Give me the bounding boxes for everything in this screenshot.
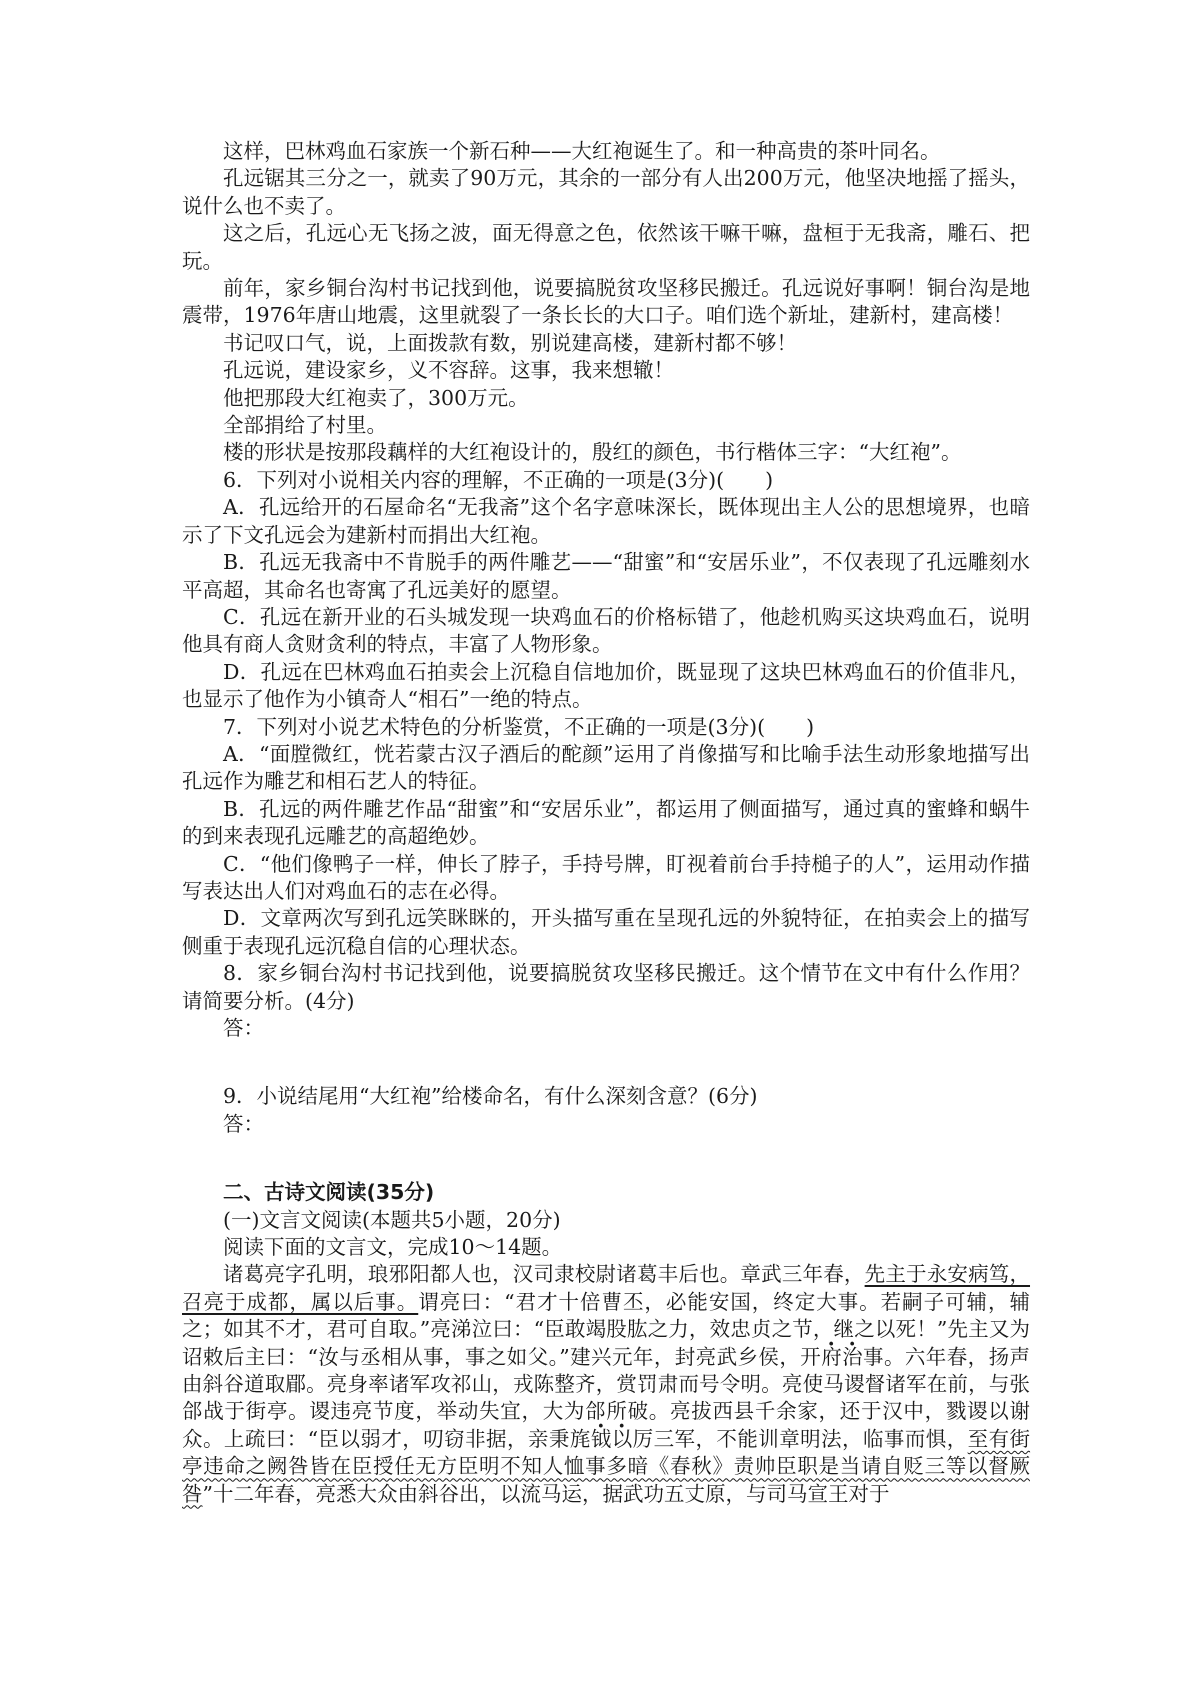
- question-6-option-a: A．孔远给开的石屋命名“无我斋”这个名字意味深长，既体现出主人公的思想境界，也暗示了下文孔远会为建新村而捐出大红袍。: [182, 495, 1030, 547]
- story-paragraph-5: 书记叹口气，说，上面拨款有数，别说建高楼，建新村都不够！: [223, 330, 797, 355]
- question-6-stem: 6．下列对小说相关内容的理解，不正确的一项是(3分)( ): [223, 467, 774, 492]
- question-7-option-c: C．“他们像鸭子一样，伸长了脖子，手持号牌，盯视着前台手持槌子的人”，运用动作描写表达出人们对鸡血石的志在必得。: [182, 851, 1030, 903]
- classical-dotted-char-fu: 府: [821, 1344, 843, 1369]
- question-7-stem: 7．下列对小说艺术特色的分析鉴赏，不正确的一项是(3分)( ): [223, 714, 815, 739]
- question-6-option-b: B．孔远无我斋中不肯脱手的两件雕艺——“甜蜜”和“安居乐业”，不仅表现了孔远雕刻水平高超，其命名也寄寓了孔远美好的愿望。: [182, 550, 1030, 602]
- question-9-answer-label: 答：: [223, 1111, 264, 1136]
- classical-dotted-char-mao: 旄: [569, 1426, 591, 1451]
- classical-dotted-char-yue: 钺: [590, 1426, 612, 1451]
- question-8-answer-space: [182, 1042, 1030, 1083]
- story-paragraph-7: 他把那段大红袍卖了，300万元。: [223, 385, 529, 410]
- story-paragraph-3: 这之后，孔远心无飞扬之波，面无得意之色，依然该干嘛干嘛，盘桓于无我斋，雕石、把玩。: [182, 221, 1030, 273]
- classical-dotted-char-kai: 开: [800, 1344, 822, 1369]
- question-6-option-c: C．孔远在新开业的石头城发现一块鸡血石的价格标错了，他趁机购买这块鸡血石，说明他具有商人贪财贪利的特点，丰富了人物形象。: [182, 604, 1030, 657]
- classical-text-5: ”十二年春，亮悉大众由斜谷出，以流马运，据武功五丈原，与司马宣王对于: [202, 1481, 890, 1506]
- story-paragraph-9: 楼的形状是按那段藕样的大红袍设计的，殷红的颜色，书行楷体三字：“大红袍”。: [223, 440, 962, 465]
- question-7-option-b: B．孔远的两件雕艺作品“甜蜜”和“安居乐业”，都运用了侧面描写，通过真的蜜蜂和蜗牛的到来表现孔远雕艺的高超绝妙。: [182, 796, 1030, 849]
- question-7-option-a: A．“面膛微红，恍若蒙古汉子酒后的酡颜”运用了肖像描写和比喻手法生动形象地描写出孔远作为雕艺和相石艺人的特征。: [182, 741, 1030, 794]
- story-paragraph-1: 这样，巴林鸡血石家族一个新石种——大红袍诞生了。和一种高贵的茶叶同名。: [223, 139, 941, 163]
- classical-text-passage: [182, 1261, 1030, 1508]
- question-7-option-d: D．文章两次写到孔远笑眯眯的，开头描写重在呈现孔远的外貌特征，在拍卖会上的描写侧重于表现孔远沉稳自信的心理状态。: [182, 906, 1030, 958]
- classical-underlined-sentence: 先主于永安病笃，召亮于成都，属以后事。: [182, 1262, 1031, 1314]
- question-9-stem: 9．小说结尾用“大红袍”给楼命名，有什么深刻含意？(6分): [223, 1084, 758, 1109]
- question-9-answer-space: [182, 1138, 1030, 1179]
- document-content: [182, 138, 1030, 1508]
- story-paragraph-4: 前年，家乡铜台沟村书记找到他，说要搞脱贫攻坚移民搬迁。孔远说好事啊！铜台沟是地震带，1976年唐山地震，这里就裂了一条长长的大口子。咱们选个新址，建新村，建高楼！: [182, 276, 1030, 328]
- classical-text-1: 诸葛亮字孔明，琅邪阳都人也，汉司隶校尉诸葛丰后也。章武三年春，: [223, 1262, 865, 1287]
- section-2-instruction: 阅读下面的文言文，完成10～14题。: [223, 1235, 563, 1260]
- classical-text-3: 治事。六年春，扬声由斜谷道取郿。亮身率诸军攻祁山，戎陈整齐，赏罚肃而号令明。亮使马谡督诸军在前，与张郃战于街亭。谡违亮节度，举动失宜，大为郃所破。亮拔西县千余家，还于汉中，戮谡以谢众。上疏曰：“臣以弱才，叨窃非据，亲秉: [182, 1344, 1030, 1451]
- question-6-option-d: D．孔远在巴林鸡血石拍卖会上沉稳自信地加价，既显现了这块巴林鸡血石的价值非凡，也显示了他作为小镇奇人“相石”一绝的特点。: [182, 659, 1030, 712]
- story-paragraph-8: 全部捐给了村里。: [223, 413, 387, 438]
- story-paragraph-6: 孔远说，建设家乡，义不容辞。这事，我来想辙！: [223, 358, 674, 383]
- section-2-subheading: (一)文言文阅读(本题共5小题，20分): [223, 1207, 561, 1232]
- question-8-answer-label: 答：: [223, 1016, 264, 1040]
- question-8-stem: 8．家乡铜台沟村书记找到他，说要搞脱贫攻坚移民搬迁。这个情节在文中有什么作用？请简要分析。(4分): [182, 961, 1030, 1013]
- classical-text-2: 谓亮曰：“君才十倍曹丕，必能安国，终定大事。若嗣子可辅，辅之；如其不才，君可自取。”亮涕泣曰：“臣敢竭股肱之力，效忠贞之节，继之以死！”先主又为诏敕后主曰：“汝与丞相从事，事之如父。”建兴元年，封亮武乡侯，: [182, 1289, 1031, 1369]
- classical-wavy-underlined-sentence: 至有街亭违命之阙咎皆在臣授任无方臣明不知人恤事多暗《春秋》责帅臣职是当请自贬三等以督厥咎: [182, 1426, 1031, 1506]
- classical-text-4: 以厉三军，不能训章明法，临事而惧，: [611, 1426, 968, 1451]
- story-paragraph-2: 孔远锯其三分之一，就卖了90万元，其余的一部分有人出200万元，他坚决地摇了摇头，说什么也不卖了。: [182, 166, 1030, 218]
- section-2-heading: 二、古诗文阅读(35分): [223, 1180, 435, 1205]
